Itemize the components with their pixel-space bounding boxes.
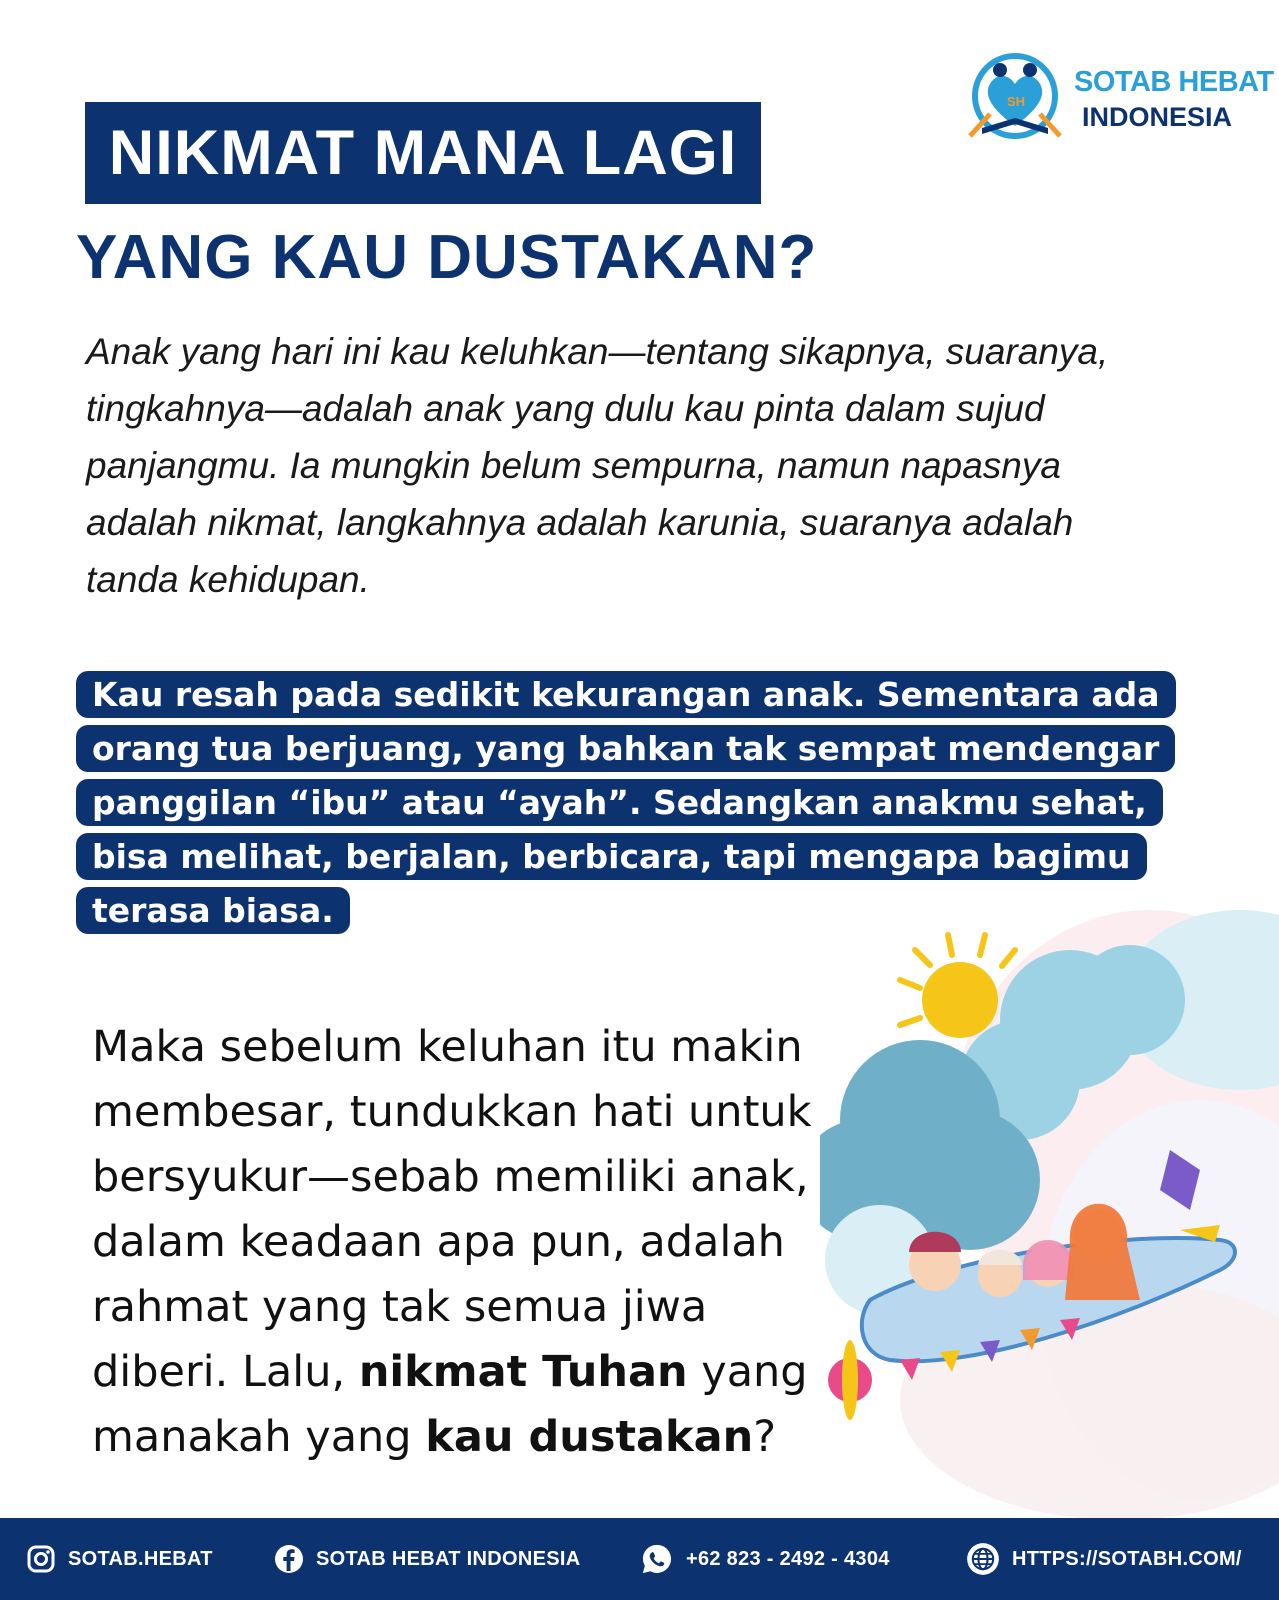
instagram-handle: SOTAB.HEBAT [68,1547,213,1570]
intro-paragraph: Anak yang hari ini kau keluhkan—tentang sikapnya, suaranya, tingkahnya—adalah anak yang dulu kau pinta dalam sujud panjangmu. Ia mungkin belum sempurna, namun napasnya adalah nikmat, langkahnya adalah karunia, suaranya adalah tanda kehidupan. [86,331,1109,600]
footer-bar [0,1518,1279,1600]
footer-instagram[interactable] [26,1518,213,1600]
footer-whatsapp[interactable] [640,1518,890,1600]
page-subtitle: YANG KAU DUSTAKAN? [76,223,818,292]
logo-emblem-icon [960,48,1070,148]
globe-icon [966,1542,1000,1576]
whatsapp-number: +62 823 - 2492 - 4304 [686,1547,890,1570]
logo-mark: SH [1007,94,1026,109]
whatsapp-icon [640,1542,674,1576]
facebook-page: SOTAB HEBAT INDONESIA [316,1547,581,1570]
website-url: HTTPS://SOTABH.COM/ [1012,1547,1242,1570]
logo-text-line2: INDONESIA [1082,102,1233,132]
closing-bold-1: nikmat Tuhan [358,1347,688,1397]
brand-logo [972,48,1274,148]
kids-airplane-illustration [820,880,1279,1520]
closing-text-1: Maka sebelum keluhan itu makin membesar, tundukkan hati untuk bersyukur—sebab memiliki anak, dalam keadaan apa pun, adalah rahmat yang tak semua jiwa diberi. Lalu, [92,1022,812,1397]
instagram-icon [26,1544,56,1574]
closing-text-2: yang manakah yang [92,1347,808,1462]
logo-text-line1: SOTAB HEBAT [1074,66,1274,98]
page-title: NIKMAT MANA LAGI [108,118,738,188]
footer-website[interactable] [966,1518,1242,1600]
closing-text-3: ? [753,1412,777,1462]
closing-bold-2: kau dustakan [425,1412,754,1462]
closing-paragraph [92,1015,832,1470]
facebook-icon [274,1544,304,1574]
title-banner [85,102,761,204]
footer-facebook[interactable] [274,1518,580,1600]
highlight-text: Kau resah pada sedikit kekurangan anak. Sementara ada orang tua berjuang, yang bahkan tak sempat mendengar panggilan “ibu” atau “ayah”. Sedangkan anakmu sehat, bisa melihat, berjalan, berbicara, tapi mengapa bagimu terasa biasa. [76,671,1176,934]
